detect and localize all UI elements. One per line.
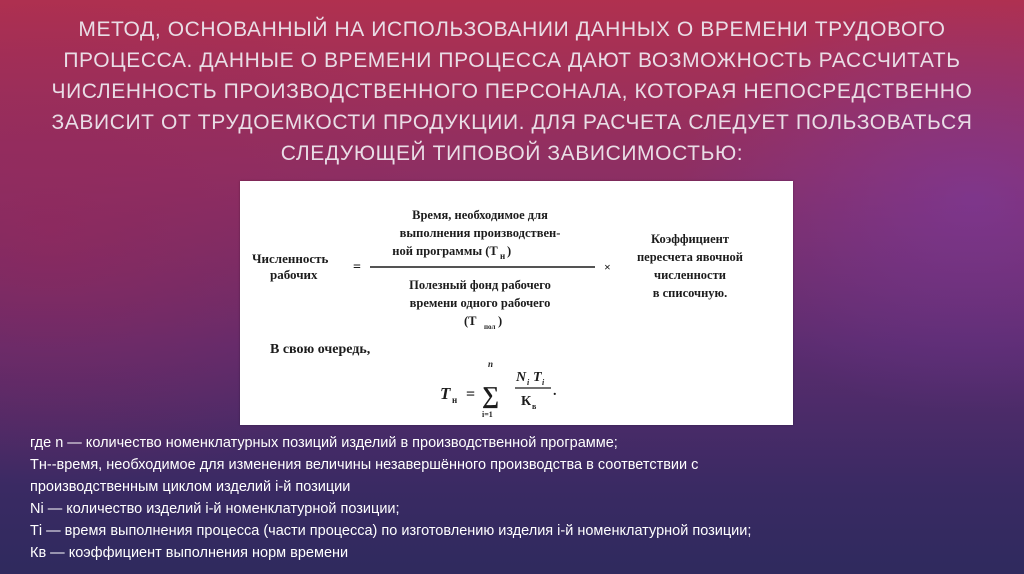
definition-line-ti: Тi — время выполнения процесса (части процесса) по изготовлению изделия i-й номенклатурной позиции; (30, 523, 752, 539)
formula-sum-numerator-n: N (516, 370, 527, 385)
definitions-list (30, 432, 1010, 564)
formula-sum-numerator-sub1: i (527, 378, 530, 387)
formula-coef-line1: Коэффициент (651, 232, 729, 246)
formula-sum-denominator: К (521, 394, 532, 409)
formula-equals: = (353, 260, 361, 275)
formula-sum-upper: n (488, 359, 494, 369)
definition-line-ni: Ni — количество изделий i-й номенклатурной позиции; (30, 501, 400, 517)
formula-numerator-sub: н (500, 251, 506, 261)
formula-denominator-line2: времени одного рабочего (409, 296, 551, 310)
definition-line-kv: Кв — коэффициент выполнения норм времени (30, 545, 349, 561)
formula-lhs-line1: Численность (252, 251, 329, 266)
slide-title: МЕТОД, ОСНОВАННЫЙ НА ИСПОЛЬЗОВАНИИ ДАННЫХ О ВРЕМЕНИ ТРУДОВОГО ПРОЦЕССА. ДАННЫЕ О ВРЕМЕНИ ПРОЦЕССА ДАЮТ ВОЗМОЖНОСТЬ РАССЧИТАТЬ ЧИСЛЕННОСТЬ ПРОИЗВОДСТВЕННОГО ПЕРСОНАЛА, КОТОРАЯ НЕПОСРЕДСТВЕННО ЗАВИСИТ ОТ ТРУДОЕМКОСТИ ПРОДУКЦИИ. ДЛЯ РАСЧЕТА СЛЕДУЕТ ПОЛЬЗОВАТЬСЯ СЛЕДУЮЩЕЙ ТИПОВОЙ ЗАВИСИМОСТЬЮ: (51, 18, 973, 165)
formula-in-turn: В свою очередь, (270, 342, 371, 357)
formula-tn-symbol: Т (440, 384, 451, 403)
definition-line-n: где n — количество номенклатурных позиций изделий в производственной программе; (30, 435, 618, 451)
formula-numerator-line2: выполнения производствен- (399, 226, 561, 240)
formula-denominator-line3: (Т (464, 314, 477, 328)
definition-line-tn-cont: производственным циклом изделий i-й позиции (30, 479, 351, 495)
formula-sum-lower: i=1 (482, 410, 493, 419)
formula-times: × (604, 260, 611, 274)
formula-figure (240, 181, 793, 425)
formula-tn-sub: н (452, 395, 458, 405)
formula-period: . (553, 384, 557, 399)
formula-denominator-sub: пол (484, 323, 496, 331)
formula-numerator-line1: Время, необходимое для (412, 208, 548, 222)
formula-tn-equals: = (466, 386, 476, 403)
formula-image (240, 181, 793, 425)
formula-lhs-line2: рабочих (270, 267, 318, 282)
formula-denominator-line1: Полезный фонд рабочего (409, 278, 551, 292)
definition-line-tn: Тн--время, необходимое для изменения величины незавершённого производства в соответствии с (30, 457, 699, 473)
formula-sum-numerator-sub2: i (542, 378, 545, 387)
formula-sum-numerator-t: T (533, 370, 542, 385)
formula-numerator-close: ) (507, 244, 512, 258)
formula-numerator-line3: ной программы (Т (392, 244, 498, 258)
formula-sum-sign: ∑ (482, 383, 500, 409)
formula-denominator-close: ) (498, 314, 503, 328)
formula-coef-line2: пересчета явочной (636, 250, 744, 264)
formula-coef-line3: численности (654, 268, 726, 282)
formula-sum-denominator-sub: в (532, 402, 537, 411)
formula-coef-line4: в списочную. (652, 286, 728, 300)
